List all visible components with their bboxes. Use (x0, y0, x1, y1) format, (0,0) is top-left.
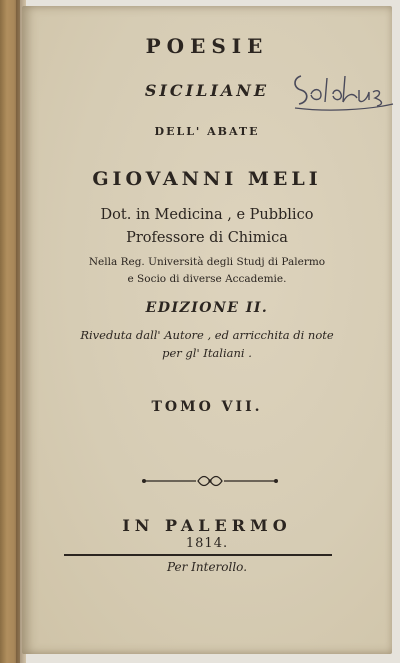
publication-year: 1814. (185, 536, 229, 551)
printer-name: Per Interollo. (166, 560, 248, 574)
decorative-ornament (140, 474, 280, 488)
book-title: POESIE (145, 34, 269, 58)
book-subtitle: SICILIANE (144, 81, 270, 100)
author-professorship: Professore di Chimica (126, 230, 288, 246)
title-page (22, 6, 392, 654)
publication-city: IN PALERMO (122, 516, 292, 535)
abate-line: DELL' ABATE (154, 125, 260, 138)
author-name: GIOVANNI MELI (92, 168, 322, 190)
revision-note-line-1: Riveduta dall' Autore , ed arricchita di note (80, 328, 334, 342)
divider-rule (64, 554, 332, 556)
author-degree: Dot. in Medicina , e Pubblico (100, 207, 314, 223)
volume-number: TOMO VII. (151, 399, 263, 415)
author-society: e Socio di diverse Accademie. (127, 273, 287, 285)
author-university: Nella Reg. Università degli Studj di Palermo (88, 256, 326, 268)
handwritten-signature (287, 68, 397, 116)
edition-label: EDIZIONE II. (145, 300, 269, 316)
revision-note-line-2: per gl' Italiani . (162, 346, 252, 360)
